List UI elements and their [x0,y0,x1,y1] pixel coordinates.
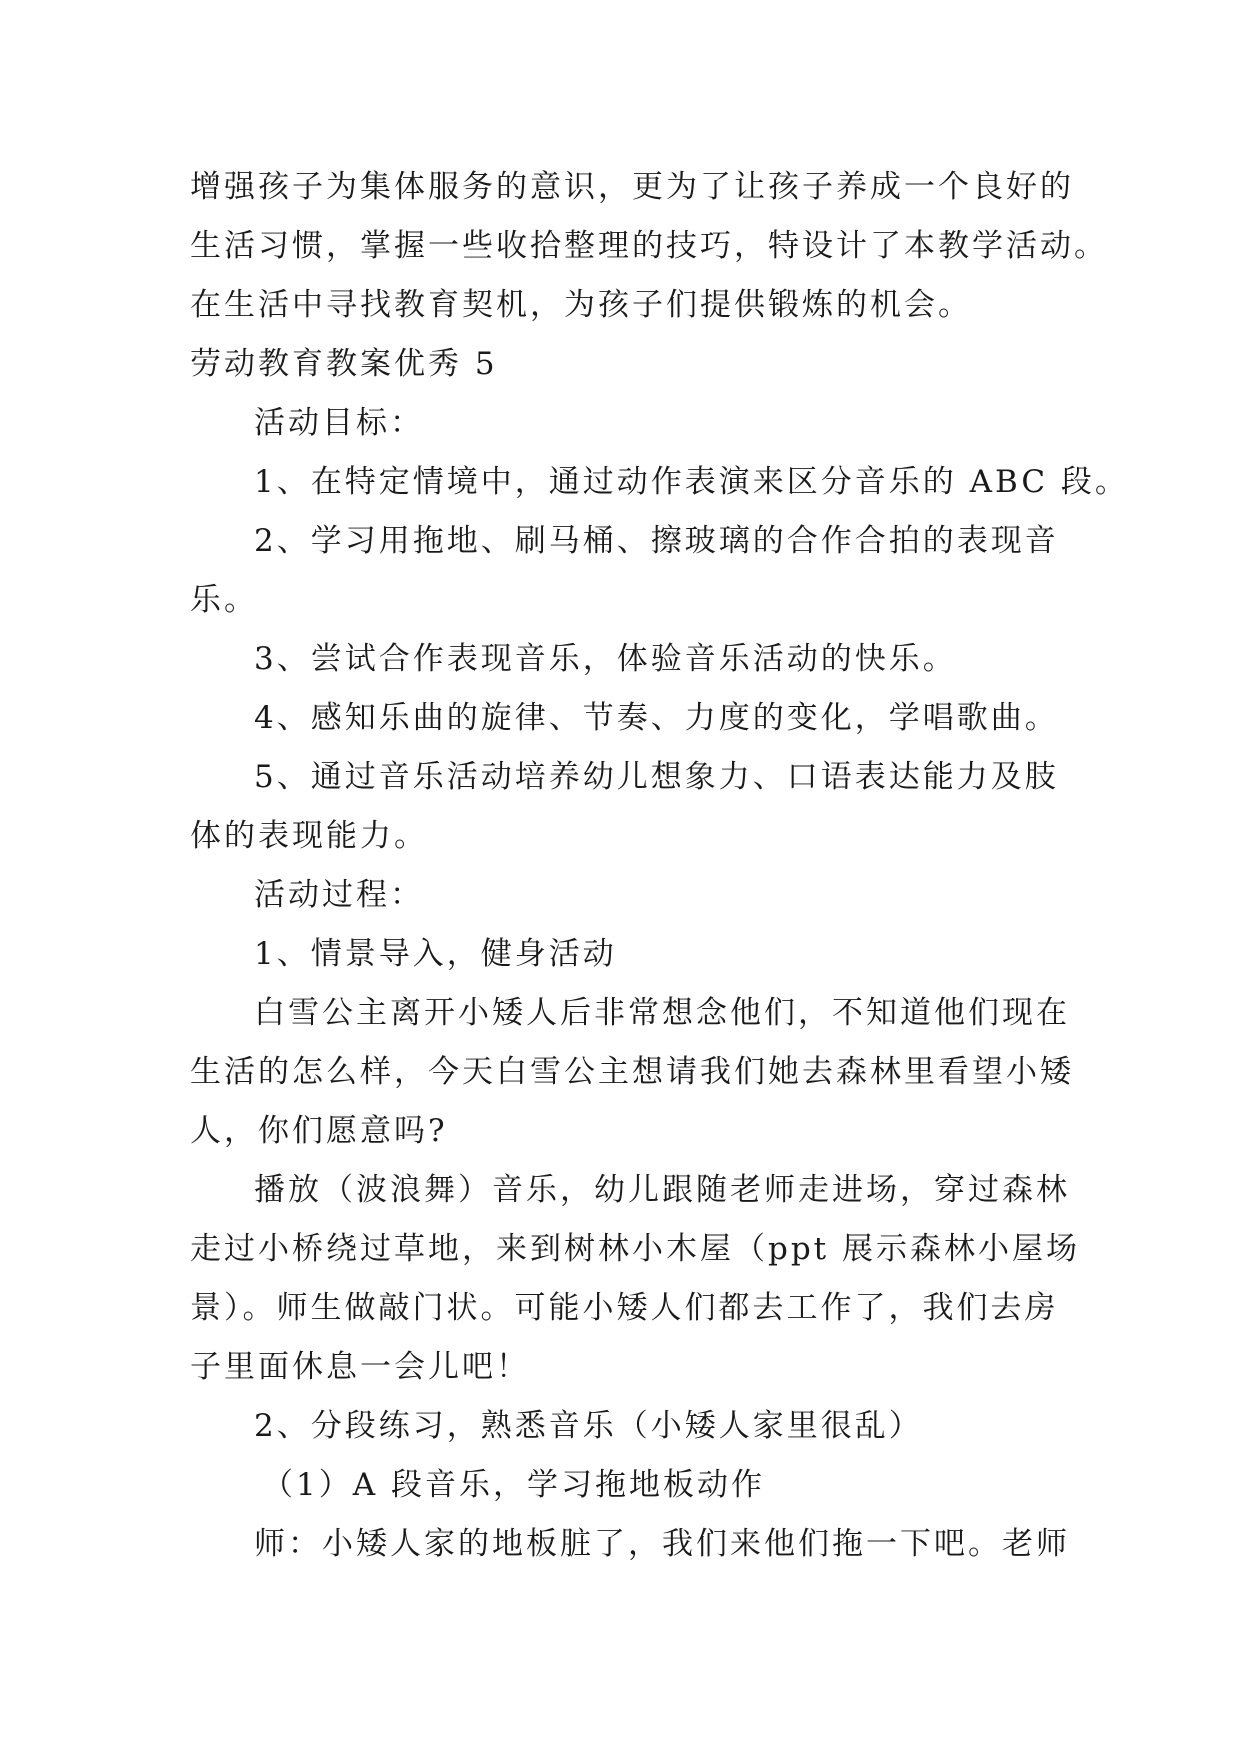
paragraph-line: 生活习惯，掌握一些收拾整理的技巧，特设计了本教学活动。 [190,228,1108,264]
process-step: 2、分段练习，熟悉音乐（小矮人家里很乱） [254,1408,923,1444]
paragraph-line: 人，你们愿意吗? [190,1113,448,1149]
paragraph-line: 白雪公主离开小矮人后非常想念他们，不知道他们现在 [254,995,1070,1031]
objective-item: 2、学习用拖地、刷马桶、擦玻璃的合作合拍的表现音 [254,523,1059,559]
paragraph-line: 在生活中寻找教育契机，为孩子们提供锻炼的机会。 [190,287,972,323]
paragraph-line: 体的表现能力。 [190,818,428,854]
paragraph-line: 师：小矮人家的地板脏了，我们来他们拖一下吧。老师 [254,1526,1070,1562]
objective-item: 3、尝试合作表现音乐，体验音乐活动的快乐。 [254,641,957,677]
paragraph-line: 乐。 [190,582,258,618]
objective-item: 1、在特定情境中，通过动作表演来区分音乐的 ABC 段。 [254,464,1129,500]
objective-item: 4、感知乐曲的旋律、节奏、力度的变化，学唱歌曲。 [254,700,1059,736]
paragraph-line: 播放（波浪舞）音乐，幼儿跟随老师走进场，穿过森林 [254,1172,1070,1208]
process-step: 1、情景导入，健身活动 [254,936,617,972]
paragraph-line: 增强孩子为集体服务的意识，更为了让孩子养成一个良好的 [190,169,1074,205]
objective-item: 5、通过音乐活动培养幼儿想象力、口语表达能力及肢 [254,759,1059,795]
paragraph-line: 子里面休息一会儿吧！ [190,1349,530,1385]
subheading-objectives: 活动目标： [254,405,424,441]
section-heading: 劳动教育教案优秀 5 [190,346,498,382]
paragraph-line: 生活的怎么样，今天白雪公主想请我们她去森林里看望小矮 [190,1054,1074,1090]
paragraph-line: 景）。师生做敲门状。可能小矮人们都去工作了，我们去房 [190,1290,1059,1326]
paragraph-line: 走过小桥绕过草地，来到树林小木屋（ppt 展示森林小屋场 [190,1231,1080,1267]
subheading-process: 活动过程： [254,877,424,913]
document-body [190,158,1129,1574]
process-substep: （1）A 段音乐，学习拖地板动作 [262,1467,765,1503]
